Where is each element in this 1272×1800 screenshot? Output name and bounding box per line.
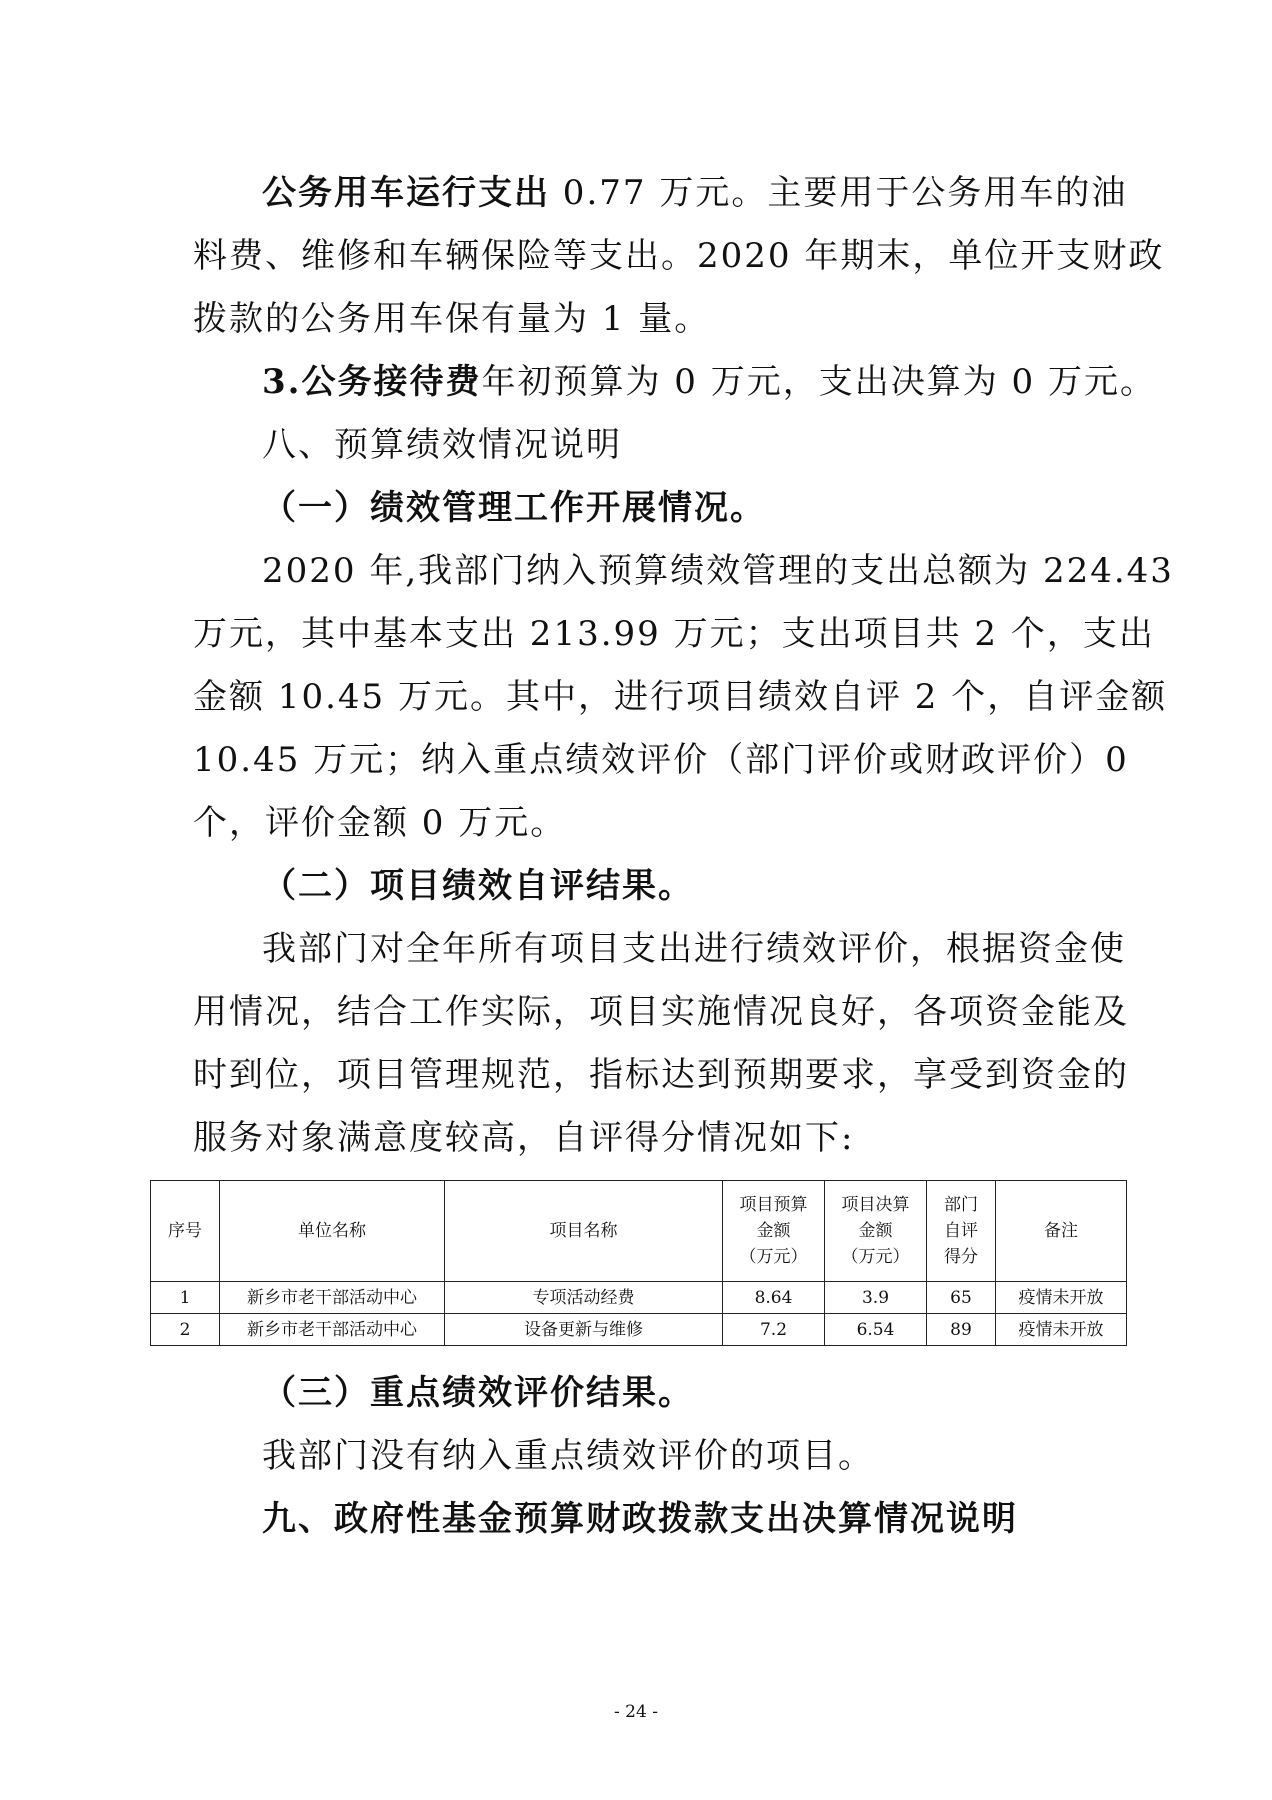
header-final-line-1: 项目决算 — [841, 1195, 910, 1215]
section-heading-8: 八、预算绩效情况说明 — [262, 425, 622, 465]
header-budget-line-3: （万元） — [739, 1247, 808, 1267]
header-unit: 单位名称 — [220, 1181, 445, 1282]
paragraph-performance-line-1: 2020 年,我部门纳入预算绩效管理的支出总额为 224.43 — [262, 551, 1174, 591]
cell-note: 疫情未开放 — [996, 1314, 1127, 1346]
cell-score: 89 — [927, 1314, 996, 1346]
paragraph-vehicle-line-1 — [262, 173, 1128, 213]
cell-project: 专项活动经费 — [445, 1282, 723, 1314]
header-seq: 序号 — [151, 1181, 220, 1282]
cell-score: 65 — [927, 1282, 996, 1314]
header-final-line-2: 金额 — [858, 1221, 893, 1241]
header-project: 项目名称 — [445, 1181, 723, 1282]
header-final — [825, 1181, 927, 1282]
reception-heading: 3.公务接待费 — [262, 362, 482, 402]
table-header-row — [151, 1181, 1127, 1282]
cell-final: 6.54 — [825, 1314, 927, 1346]
paragraph-selfeval-line-2: 用情况，结合工作实际，项目实施情况良好，各项资金能及 — [193, 992, 1129, 1032]
vehicle-cost-text: 0.77 万元。主要用于公务用车的油 — [550, 173, 1128, 213]
table-row — [151, 1314, 1127, 1346]
subheading-8-2: （二）项目绩效自评结果。 — [262, 866, 694, 906]
paragraph-performance-line-5: 个，评价金额 0 万元。 — [193, 803, 567, 843]
cell-budget: 8.64 — [723, 1282, 825, 1314]
cell-final: 3.9 — [825, 1282, 927, 1314]
header-budget-line-2: 金额 — [756, 1221, 791, 1241]
subheading-8-1: （一）绩效管理工作开展情况。 — [262, 488, 766, 528]
paragraph-performance-line-4: 10.45 万元；纳入重点绩效评价（部门评价或财政评价）0 — [193, 740, 1129, 780]
cell-project: 设备更新与维修 — [445, 1314, 723, 1346]
header-budget — [723, 1181, 825, 1282]
reception-text: 年初预算为 0 万元，支出决算为 0 万元。 — [481, 362, 1156, 402]
page-number: - 24 - — [614, 1702, 658, 1722]
cell-unit: 新乡市老干部活动中心 — [220, 1314, 445, 1346]
subheading-8-3: （三）重点绩效评价结果。 — [262, 1373, 694, 1413]
paragraph-performance-line-2: 万元，其中基本支出 213.99 万元；支出项目共 2 个，支出 — [193, 614, 1155, 654]
header-budget-line-1: 项目预算 — [739, 1195, 808, 1215]
header-score — [927, 1181, 996, 1282]
cell-unit: 新乡市老干部活动中心 — [220, 1282, 445, 1314]
header-score-line-1: 部门 — [944, 1195, 978, 1215]
header-note: 备注 — [996, 1181, 1127, 1282]
cell-seq: 1 — [151, 1282, 220, 1314]
table-row — [151, 1282, 1127, 1314]
header-final-line-3: （万元） — [841, 1247, 910, 1267]
paragraph-selfeval-line-3: 时到位，项目管理规范，指标达到预期要求，享受到资金的 — [193, 1055, 1129, 1095]
cell-seq: 2 — [151, 1314, 220, 1346]
paragraph-vehicle-line-2: 料费、维修和车辆保险等支出。2020 年期末，单位开支财政 — [193, 236, 1165, 276]
cell-note: 疫情未开放 — [996, 1282, 1127, 1314]
paragraph-key-eval: 我部门没有纳入重点绩效评价的项目。 — [262, 1436, 874, 1476]
header-score-line-3: 得分 — [944, 1247, 978, 1267]
vehicle-cost-heading: 公务用车运行支出 — [262, 173, 550, 213]
cell-budget: 7.2 — [723, 1314, 825, 1346]
paragraph-performance-line-3: 金额 10.45 万元。其中，进行项目绩效自评 2 个，自评金额 — [193, 677, 1168, 717]
paragraph-reception — [262, 362, 1156, 402]
paragraph-selfeval-line-4: 服务对象满意度较高，自评得分情况如下: — [193, 1118, 855, 1158]
self-evaluation-table — [150, 1180, 1127, 1346]
header-score-line-2: 自评 — [944, 1221, 978, 1241]
section-heading-9: 九、政府性基金预算财政拨款支出决算情况说明 — [262, 1499, 1018, 1539]
paragraph-vehicle-line-3: 拨款的公务用车保有量为 1 量。 — [193, 299, 711, 339]
paragraph-selfeval-line-1: 我部门对全年所有项目支出进行绩效评价，根据资金使 — [262, 929, 1126, 969]
